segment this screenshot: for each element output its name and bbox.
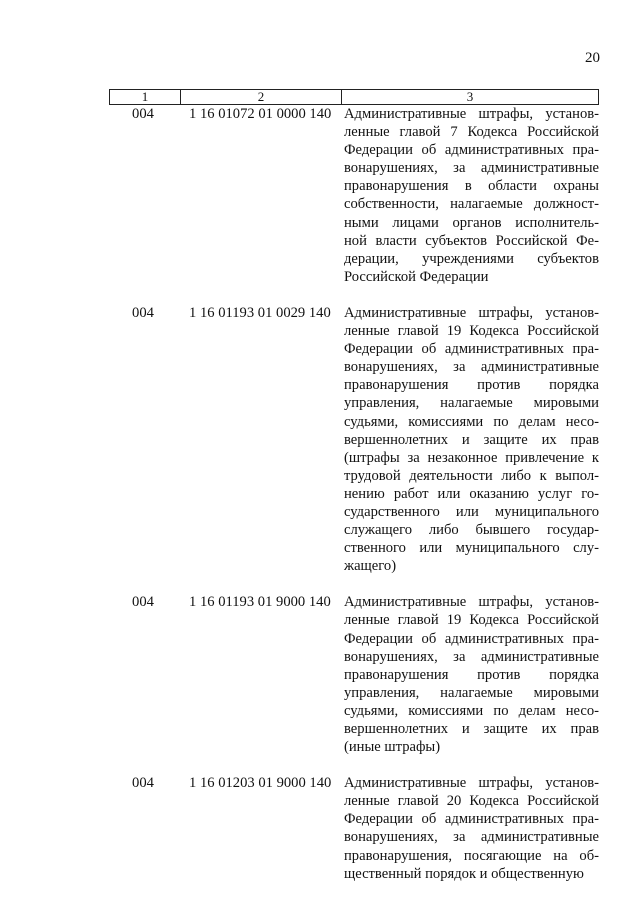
description-line: Федерации об административных пра- <box>344 341 599 358</box>
budget-code-table <box>109 89 599 883</box>
description-line: Федерации об административных пра- <box>344 811 599 828</box>
description-line: ленные главой 19 Кодекса Российской <box>344 612 599 629</box>
description-line: жащего) <box>344 558 397 575</box>
description-line: щественный порядок и общественную <box>344 865 584 882</box>
table-row <box>109 105 599 286</box>
description-line: правонарушения против порядка <box>344 377 599 394</box>
table-header <box>109 89 599 105</box>
description-line: ственного или муниципального слу- <box>344 540 599 557</box>
description-line: Административные штрафы, установ- <box>344 106 599 122</box>
description-line: правонарушения, посягающие на об- <box>344 847 599 864</box>
description-line: дерации, учреждениями субъектов <box>344 250 599 267</box>
description-line: Административные штрафы, установ- <box>344 775 599 792</box>
description-line: служащего либо бывшего государ- <box>344 522 599 539</box>
description-line: правонарушения против порядка <box>344 666 599 683</box>
budget-classification-code-cell: 1 16 01072 01 0000 140 <box>189 106 332 122</box>
description-line: сударственного или муниципального <box>344 503 599 520</box>
description-cell <box>344 304 599 575</box>
header-col-3: 3 <box>466 89 474 104</box>
description-line: Российской Федерации <box>344 268 489 285</box>
budget-classification-code-cell: 1 16 01193 01 0029 140 <box>189 304 331 321</box>
description-line: ленные главой 20 Кодекса Российской <box>344 793 599 810</box>
description-cell <box>344 593 599 756</box>
header-col-2: 2 <box>181 90 342 104</box>
description-line: ными лицами органов исполнитель- <box>344 214 599 231</box>
description-line: ленные главой 7 Кодекса Российской <box>344 124 599 141</box>
description-line: вонарушениях, за административные <box>344 359 599 376</box>
description-line: нению работ или оказанию услуг го- <box>344 485 599 502</box>
page-number: 20 <box>585 50 600 66</box>
table-row <box>109 593 599 756</box>
description-line: ной власти субъектов Российской Фе- <box>344 232 599 249</box>
description-line: (иные штрафы) <box>344 739 441 756</box>
description-line: судьями, комиссиями по делам несо- <box>344 702 599 719</box>
admin-code-cell: 004 <box>132 106 154 122</box>
table-body <box>109 105 599 883</box>
budget-classification-code-cell: 1 16 01193 01 9000 140 <box>189 594 331 611</box>
description-line: вершеннолетних и защите их прав <box>344 431 599 448</box>
table-row <box>109 304 599 575</box>
admin-code-cell: 004 <box>132 594 154 611</box>
description-line: Федерации об административных пра- <box>344 142 599 159</box>
description-line: управления, налагаемые мировыми <box>344 684 599 701</box>
description-line: трудовой деятельности либо к выпол- <box>344 467 599 484</box>
admin-code-cell: 004 <box>132 775 154 792</box>
table-row <box>109 774 599 883</box>
description-cell <box>344 774 599 883</box>
description-line: Федерации об административных пра- <box>344 630 599 647</box>
description-line: ленные главой 19 Кодекса Российской <box>344 323 599 340</box>
description-line: собственности, налагаемые должност- <box>344 196 599 213</box>
description-line: вонарушениях, за административные <box>344 829 599 846</box>
description-line: вонарушениях, за административные <box>344 648 599 665</box>
description-line: управления, налагаемые мировыми <box>344 395 599 412</box>
budget-classification-code-cell: 1 16 01203 01 9000 140 <box>189 775 332 792</box>
description-cell <box>344 105 599 286</box>
description-line: правонарушения в области охраны <box>344 178 599 195</box>
description-line: вершеннолетних и защите их прав <box>344 721 599 737</box>
description-line: Административные штрафы, установ- <box>344 594 599 611</box>
header-col-1: 1 <box>110 90 181 104</box>
description-line: Административные штрафы, установ- <box>344 304 599 321</box>
description-line: вонарушениях, за административные <box>344 160 599 177</box>
description-line: судьями, комиссиями по делам несо- <box>344 413 599 430</box>
admin-code-cell: 004 <box>132 304 154 321</box>
description-line: (штрафы за незаконное привлечение к <box>344 449 599 466</box>
